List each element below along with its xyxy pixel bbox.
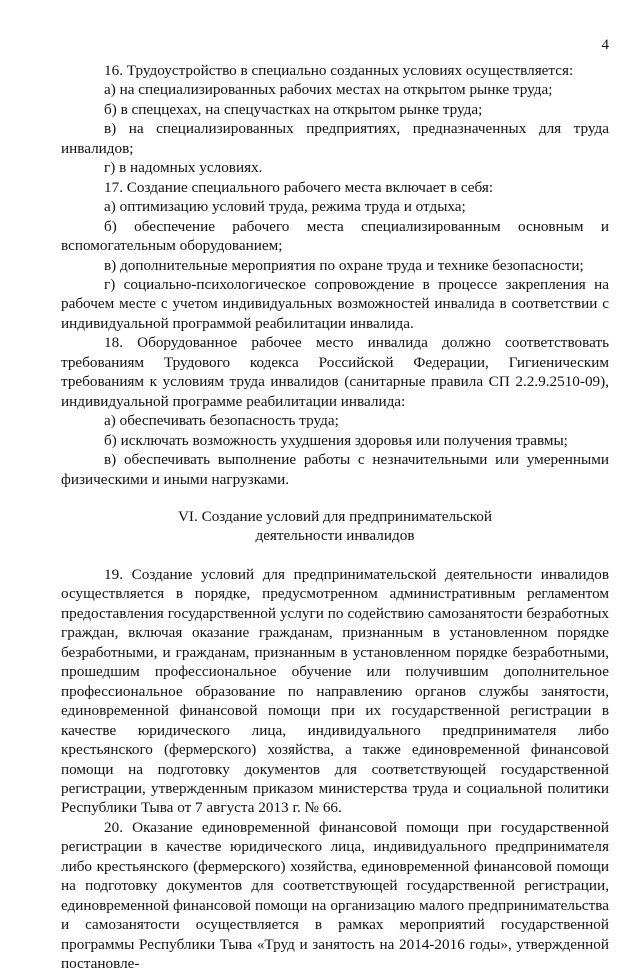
section-heading-line-2: деятельности инвалидов (255, 527, 415, 545)
list-item-17g: г) социально-психологическое сопровождение в процессе закрепления на рабочем месте с учетом индивидуальных возможностей инвалида в соответствии с индивидуальной программой реабилитации инвалида. (61, 275, 609, 332)
list-item-16g: г) в надомных условиях. (104, 159, 263, 177)
paragraph-20: 20. Оказание единовременной финансовой помощи при государственной регистрации в качестве юридического лица, индивидуального предпринимателя либо крестьянского (фермерского) хозяйства, единовременной финансовой помощи на подготовку документов для соответствующей государственной регистрации, единовременной финансовой помощи на организацию малого предпринимательства и самозанятости осуществляется в рамках мероприятий государственной программы Республики Тыва «Труд и занятость на 2014-2016 годы», утвержденной постановле- (61, 818, 609, 973)
paragraph-17: 17. Создание специального рабочего места включает в себя: (104, 178, 494, 196)
section-heading-line-1: VI. Создание условий для предпринимательской (177, 507, 493, 525)
list-item-16v: в) на специализированных предприятиях, предназначенных для труда инвалидов; (61, 120, 609, 157)
document-body (61, 61, 609, 973)
page-number: 4 (601, 37, 609, 53)
list-item-17b: б) обеспечение рабочего места специализированным основным и вспомогательным оборудованием; (61, 217, 609, 255)
list-item-18b: б) исключать возможность ухудшения здоровья или получения травмы; (104, 431, 568, 449)
list-item-16a: а) на специализированных рабочих местах на открытом рынке труда; (104, 81, 553, 99)
list-item-18a: а) обеспечивать безопасность труда; (104, 412, 339, 430)
paragraph-18: 18. Оборудованное рабочее место инвалида должно соответствовать требованиям Трудового кодекса Российской Федерации, Гигиеническим требованиям к условиям труда инвалидов (санитарные правила СП 2.2.9.2510-09), индивидуальной программе реабилитации инвалида: (61, 334, 609, 410)
list-item-18v: в) обеспечивать выполнение работы с незначительными или умеренными физическими и иными нагрузками. (61, 451, 609, 488)
paragraph-19: 19. Создание условий для предпринимательской деятельности инвалидов осуществляется в порядке, предусмотренном административным регламентом предоставления государственной услуги по содействию самозанятости безработных граждан, включая оказание гражданам, признанным в установленном порядке безработными, и гражданам, признанным в установленном порядке безработными, прошедшим профессиональное обучение или получившим дополнительное профессиональное образование по направлению органов службы занятости, единовременной финансовой помощи при их государственной регистрации в качестве юридического лица, индивидуального предпринимателя либо крестьянского (фермерского) хозяйства, а также единовременной финансовой помощи на подготовку документов для соответствующей государственной регистрации, утвержденным приказом министерства труда и социальной политики Республики Тыва от 7 августа 2013 г. № 66. (61, 565, 609, 817)
section-heading (61, 507, 609, 546)
paragraph-16: 16. Трудоустройство в специально созданных условиях осуществляется: (104, 62, 574, 79)
list-item-17v: в) дополнительные мероприятия по охране труда и технике безопасности; (104, 256, 584, 274)
list-item-17a: а) оптимизацию условий труда, режима труда и отдыха; (104, 198, 466, 216)
list-item-16b: б) в спеццехах, на спецучастках на открытом рынке труда; (104, 100, 483, 118)
